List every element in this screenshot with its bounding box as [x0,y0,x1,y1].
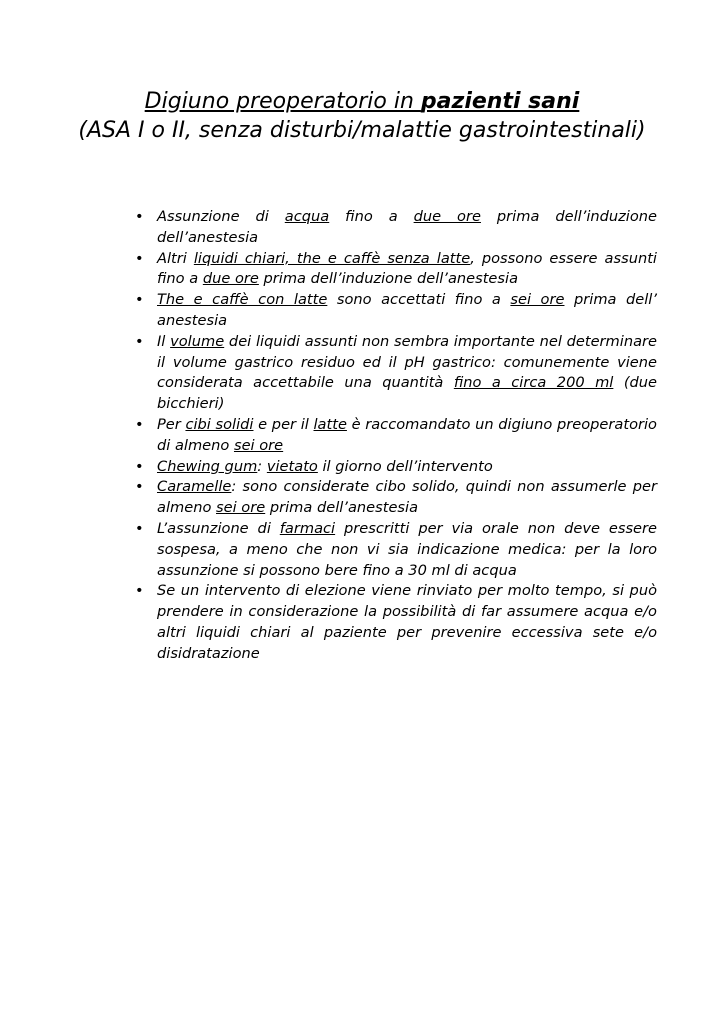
list-item [135,415,657,457]
list-item [135,332,657,415]
item-text: e per il [253,415,314,433]
title-line-2: (ASA I o II, senza disturbi/malattie gastrointestinali) [78,118,646,143]
item-text: dei liquidi assunti non sembra importante nel determinare il volume gastrico residuo ed il pH gastrico: comunemente viene considerata accettabile una quantità [157,332,657,392]
item-text: Altri [157,249,194,267]
underlined-text: Caramelle [157,478,232,496]
item-text: : [257,457,267,475]
underlined-text: cibi solidi [185,415,254,433]
item-text: Se un intervento di elezione viene rinviato per molto tempo, si può prendere in considerazione la possibilità di far assumere acqua e/o altri liquidi chiari al paziente per prevenire eccessiva sete e/o disidratazione [157,582,657,662]
title-emphasis: pazienti sani [420,89,580,114]
underlined-text: Chewing gum [157,457,258,475]
item-text: prima dell’induzione dell’anestesia [258,270,519,288]
underlined-text: sei ore [510,291,565,309]
underlined-text: due ore [202,270,259,288]
underlined-text: sei ore [216,499,266,517]
list-item [135,457,657,478]
list-item [135,581,657,664]
item-text: il giorno dell’intervento [317,457,493,475]
title-line-1 [60,87,664,116]
list-item [135,249,657,291]
underlined-text: volume [170,332,225,350]
item-text: è raccomandato un digiuno preoperatorio di almeno [157,415,657,454]
item-text: fino a [329,208,414,225]
item-text: Per [157,415,186,433]
item-text: Assunzione di [157,208,285,225]
item-text: prima dell’anestesia [265,499,419,517]
item-text: (due bicchieri) [157,374,658,413]
item-text: Il [157,332,171,350]
bullet-list [135,207,657,665]
underlined-text: latte [313,415,347,433]
title-line-1-text: Digiuno preoperatorio in [144,89,421,114]
item-text: sono accettati fino a [327,291,511,309]
item-text: prima dell’ anestesia [157,291,657,329]
list-item [135,290,657,332]
item-text: L’assunzione di [157,519,280,537]
underlined-text: acqua [284,208,330,225]
underlined-text: due ore [413,208,481,225]
underlined-text: The e caffè con latte [157,291,328,309]
underlined-text: vietato [266,457,318,475]
underlined-text: liquidi chiari, the e caffè senza latte [193,249,471,267]
list-item [135,477,657,519]
list-item [135,207,657,249]
document-title [60,87,664,145]
underlined-text: fino a circa 200 ml [453,374,614,392]
item-text: : sono considerate cibo solido, quindi non assumerle per almeno [157,478,657,517]
underlined-text: sei ore [233,436,284,454]
item-text: prima dell’induzione dell’anestesia [157,208,658,246]
underlined-text: farmaci [279,519,336,537]
item-text: prescritti per via orale non deve essere sospesa, a meno che non vi sia indicazione medica: per la loro assunzione si possono bere fino a 30 ml di acqua [157,519,657,579]
item-text: , possono essere assunti fino a [157,249,657,288]
list-item [135,519,657,581]
